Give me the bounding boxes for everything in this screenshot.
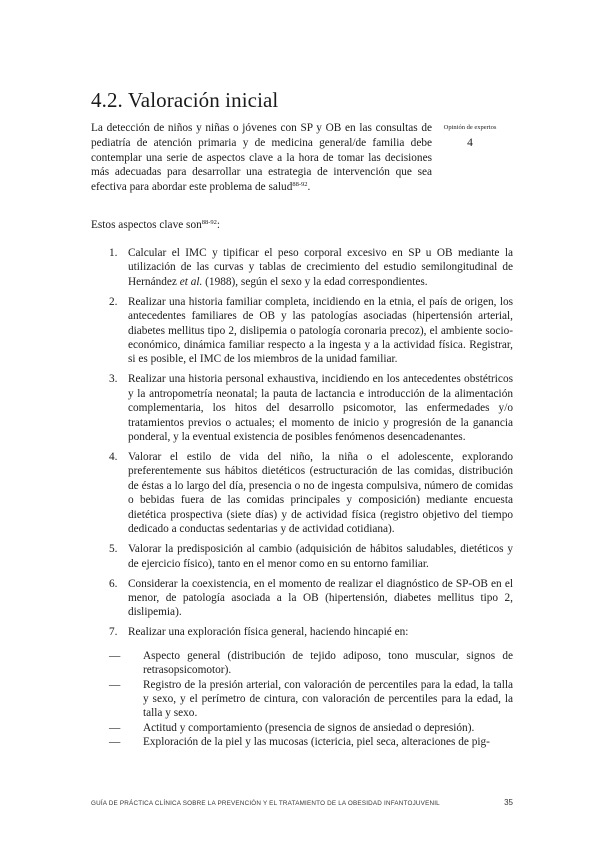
item-number: 4. (109, 451, 118, 464)
dash-marker: — (109, 721, 121, 734)
dash-marker: — (109, 649, 121, 662)
list-item (109, 542, 513, 571)
sublist-text: Actitud y comportamiento (presencia de signos de ansiedad o depresión). (143, 721, 475, 734)
sublist-text: Exploración de la piel y las mucosas (ictericia, piel seca, alteraciones de pig- (143, 736, 490, 749)
item-number: 1. (109, 247, 118, 259)
item-text: Valorar el estilo de vida del niño, la niña o el adolescente, explorando preferentemente sus hábitos dietéticos (estructuración de las comidas, distribución de éstas a lo largo del día, presencia o no de ingesta compulsiva, número de comidas o bebidas fuera de las comidas principales y composición) mediante encuesta dietética prospectiva (siete días) y de actividad física (registro objetivo del tiempo dedicado a conductas sedentarias y de actividad cotidiana). (128, 451, 513, 536)
page-number: 35 (504, 798, 513, 807)
item-number: 5. (109, 543, 118, 556)
sublist-item (109, 678, 513, 721)
sublist-text: Aspecto general (distribución de tejido adiposo, tono muscular, signos de retrasopsicomotor). (143, 649, 513, 677)
intro-end: . (307, 181, 311, 194)
list-lead (91, 219, 220, 231)
evidence-level: 4 (467, 137, 473, 149)
item-text: Realizar una historia personal exhaustiva, incidiendo en los antecedentes obstétricos y la antropometría neonatal; la pauta de lactancia e introducción de la alimentación complementaria, los hitos del desarrollo psicomotor, las enfermedades y/o tratamientos previos o actuales; el momento de inicio y progresión de la ganancia ponderal, y la eventual existencia de posibles fenómenos desencadenantes. (128, 373, 513, 444)
lead-reference: 88-92 (201, 219, 217, 226)
item-text: Valorar la predisposición al cambio (adquisición de hábitos saludables, dietéticos y de ejercicio físico), tanto en el menor como en su entorno familiar. (128, 543, 513, 570)
intro-text: La detección de niños y niñas o jóvenes con SP y OB en las consultas de pediatría de atención primaria y de medicina general/de familia debe contemplar una serie de aspectos clave a la hora de tomar las decisiones más adecuadas para desarrollar una estrategia de intervención que sea efectiva para abordar este problema de salud (91, 122, 432, 194)
list-item (109, 295, 513, 367)
dash-marker: — (109, 736, 121, 749)
item-text: Calcular el IMC y tipificar el peso corporal excesivo en SP u OB mediante la utilización de las curvas y tablas de crecimiento del estudio semilongitudinal de Hernández (128, 247, 513, 288)
item-text-end: (1988), según el sexo y la edad correspondientes. (202, 275, 428, 288)
intro-reference: 88-92 (292, 181, 308, 189)
item-emphasis: et al. (179, 275, 203, 288)
dash-marker: — (109, 678, 121, 691)
item-number: 2. (109, 295, 118, 308)
section-heading: 4.2. Valoración inicial (91, 88, 279, 112)
list-item (109, 372, 513, 444)
sublist-item (109, 721, 513, 735)
item-text: Realizar una historia familiar completa, incidiendo en la etnia, el país de origen, los antecedentes familiares de OB y las patologías asociadas (hipertensión arterial, diabetes mellitus tipo 2, dislipemia o patología coronaria precoz), el ambiente socio-económico, dinámica familiar respecto a la ingesta y a la actividad física. Registrar, si es posible, el IMC de los miembros de la unidad familiar. (128, 295, 513, 366)
item-number: 6. (109, 577, 118, 590)
evidence-label: Opinión de expertos (443, 124, 497, 131)
footer-title: GUÍA DE PRÁCTICA CLÍNICA SOBRE LA PREVENCIÓN Y EL TRATAMIENTO DE LA OBESIDAD INFANTOJUVENIL (91, 800, 440, 807)
key-aspects-list (109, 246, 513, 755)
page-footer (91, 798, 513, 807)
list-item (109, 246, 513, 289)
sublist-text: Registro de la presión arterial, con valoración de percentiles para la edad, la talla y sexo, y el perímetro de cintura, con valoración de percentiles para la edad, la talla y sexo. (143, 678, 513, 720)
item-number: 7. (109, 626, 118, 639)
list-item (109, 450, 513, 536)
item-number: 3. (109, 373, 118, 386)
intro-paragraph (91, 121, 432, 195)
list-item (109, 577, 513, 620)
list-item (109, 625, 513, 749)
lead-text: Estos aspectos clave son (91, 219, 202, 231)
lead-end: : (216, 219, 221, 231)
sublist-item (109, 735, 513, 749)
exploration-sublist (109, 649, 513, 750)
item-text: Considerar la coexistencia, en el momento de realizar el diagnóstico de SP-OB en el menor, de patología asociada a la OB (hipertensión, diabetes mellitus tipo 2, dislipemia). (128, 577, 513, 619)
sublist-item (109, 649, 513, 678)
item-text: Realizar una exploración física general, haciendo hincapié en: (128, 626, 409, 639)
evidence-level-box (440, 124, 500, 149)
